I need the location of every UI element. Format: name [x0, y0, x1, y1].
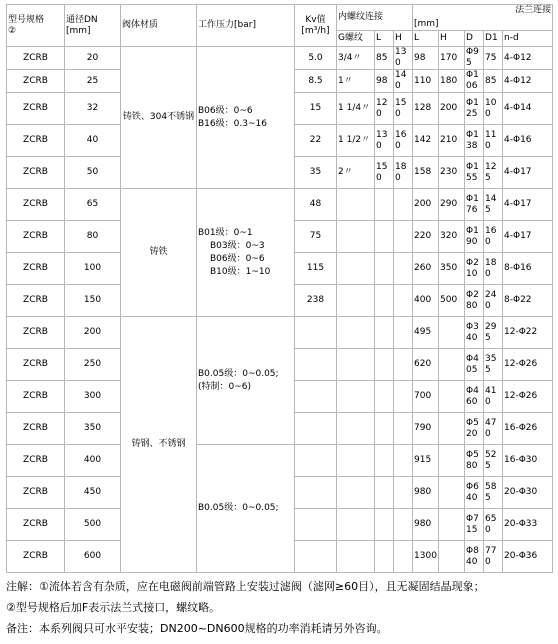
subheader-thread-g: G螺纹 — [337, 31, 375, 47]
header-flange-unit: [mm] — [414, 19, 439, 29]
flange-d1-cell: 470 — [484, 413, 503, 445]
header-dn — [65, 5, 121, 47]
note-line-3: 备注：本系列阀只可水平安装；DN200~DN600规格的功率消耗请另外咨询。 — [6, 622, 388, 635]
thread-g-cell: 3/4〃 — [337, 47, 375, 70]
dn-cell: 400 — [65, 445, 121, 477]
thread-g-cell — [337, 445, 375, 477]
flange-d-cell: Φ405 — [465, 349, 484, 381]
flange-h-cell — [439, 541, 465, 573]
thread-l-cell — [375, 509, 394, 541]
thread-g-cell — [337, 509, 375, 541]
flange-h-cell: 210 — [439, 125, 465, 157]
flange-l-cell: 128 — [413, 93, 439, 125]
kv-cell — [295, 509, 337, 541]
flange-nd-cell: 4-Φ12 — [503, 70, 553, 93]
model-cell: ZCRB — [7, 509, 65, 541]
subheader-flange-nd: n-d — [503, 31, 553, 47]
thread-l-cell — [375, 477, 394, 509]
thread-h-cell: 150 — [394, 93, 413, 125]
flange-l-cell: 790 — [413, 413, 439, 445]
model-cell: ZCRB — [7, 445, 65, 477]
flange-d1-cell: 145 — [484, 189, 503, 221]
flange-l-cell: 110 — [413, 70, 439, 93]
note-line-1: 注解：①流体若含有杂质，应在电磁阀前端管路上安装过滤阀（滤网≥60目），且无凝固结晶现象； — [6, 580, 485, 593]
model-cell: ZCRB — [7, 285, 65, 317]
flange-h-cell — [439, 381, 465, 413]
flange-l-cell: 915 — [413, 445, 439, 477]
thread-l-cell — [375, 349, 394, 381]
dn-cell: 40 — [65, 125, 121, 157]
dn-cell: 300 — [65, 381, 121, 413]
flange-nd-cell: 4-Φ17 — [503, 189, 553, 221]
flange-nd-cell: 4-Φ16 — [503, 125, 553, 157]
thread-l-cell: 120 — [375, 93, 394, 125]
flange-d-cell: Φ125 — [465, 93, 484, 125]
thread-l-cell — [375, 221, 394, 253]
flange-d1-cell: 410 — [484, 381, 503, 413]
pressure-line: B06级：0~6 — [198, 105, 253, 116]
flange-nd-cell: 16-Φ30 — [503, 445, 553, 477]
thread-h-cell — [394, 189, 413, 221]
flange-l-cell: 1300 — [413, 541, 439, 573]
flange-d1-cell: 100 — [484, 93, 503, 125]
thread-g-cell — [337, 477, 375, 509]
model-cell: ZCRB — [7, 541, 65, 573]
dn-cell: 25 — [65, 70, 121, 93]
dn-cell: 65 — [65, 189, 121, 221]
flange-d-cell: Φ176 — [465, 189, 484, 221]
subheader-flange-l: L — [413, 31, 439, 47]
header-material: 阀体材质 — [121, 5, 197, 47]
thread-h-cell — [394, 285, 413, 317]
kv-cell: 75 — [295, 221, 337, 253]
flange-d1-cell: 585 — [484, 477, 503, 509]
material-group-2: 铸铁 — [121, 189, 197, 317]
model-cell: ZCRB — [7, 47, 65, 70]
flange-d1-cell: 770 — [484, 541, 503, 573]
flange-l-cell: 700 — [413, 381, 439, 413]
flange-d-cell: Φ580 — [465, 445, 484, 477]
flange-h-cell — [439, 413, 465, 445]
dn-cell: 600 — [65, 541, 121, 573]
thread-h-cell — [394, 477, 413, 509]
dn-cell: 50 — [65, 157, 121, 189]
flange-d-cell: Φ520 — [465, 413, 484, 445]
thread-h-cell — [394, 349, 413, 381]
flange-d-cell: Φ106 — [465, 70, 484, 93]
pressure-line: B16级：0.3~16 — [198, 118, 267, 129]
header-kv — [295, 5, 337, 47]
thread-g-cell: 1〃 — [337, 70, 375, 93]
flange-h-cell: 170 — [439, 47, 465, 70]
flange-h-cell: 350 — [439, 253, 465, 285]
pressure-line: B0.05级：0~0.05; — [198, 368, 279, 379]
dn-cell: 20 — [65, 47, 121, 70]
kv-cell: 22 — [295, 125, 337, 157]
kv-cell — [295, 541, 337, 573]
flange-d-cell: Φ280 — [465, 285, 484, 317]
flange-l-cell: 400 — [413, 285, 439, 317]
model-cell: ZCRB — [7, 70, 65, 93]
model-cell: ZCRB — [7, 317, 65, 349]
spec-table-container — [6, 4, 552, 573]
flange-h-cell: 290 — [439, 189, 465, 221]
dn-cell: 350 — [65, 413, 121, 445]
model-cell: ZCRB — [7, 253, 65, 285]
flange-d1-cell: 125 — [484, 157, 503, 189]
flange-d-cell: Φ840 — [465, 541, 484, 573]
subheader-thread-h: H — [394, 31, 413, 47]
note-line-2: ②型号规格后加F表示法兰式接口，螺纹略。 — [6, 601, 221, 614]
pressure-line: B06级：0~6 — [210, 253, 265, 264]
flange-nd-cell: 4-Φ12 — [503, 47, 553, 70]
model-cell: ZCRB — [7, 221, 65, 253]
kv-cell: 15 — [295, 93, 337, 125]
flange-h-cell: 200 — [439, 93, 465, 125]
kv-cell — [295, 317, 337, 349]
notes-section — [6, 580, 552, 643]
dn-cell: 250 — [65, 349, 121, 381]
subheader-flange-d1: D1 — [484, 31, 503, 47]
dn-cell: 500 — [65, 509, 121, 541]
header-model-note: ② — [8, 25, 17, 36]
model-cell: ZCRB — [7, 189, 65, 221]
flange-d1-cell: 75 — [484, 47, 503, 70]
flange-l-cell: 260 — [413, 253, 439, 285]
thread-h-cell — [394, 317, 413, 349]
thread-g-cell — [337, 381, 375, 413]
dn-cell: 100 — [65, 253, 121, 285]
dn-cell: 80 — [65, 221, 121, 253]
table-row — [7, 445, 553, 477]
subheader-flange-h: H — [439, 31, 465, 47]
flange-l-cell: 495 — [413, 317, 439, 349]
thread-h-cell — [394, 445, 413, 477]
model-cell: ZCRB — [7, 93, 65, 125]
flange-d1-cell: 160 — [484, 221, 503, 253]
pressure-line: B01级：0~1 — [198, 227, 253, 238]
subheader-flange-d: D — [465, 31, 484, 47]
thread-g-cell: 1 1/2〃 — [337, 125, 375, 157]
thread-g-cell — [337, 253, 375, 285]
flange-d-cell: Φ95 — [465, 47, 484, 70]
flange-nd-cell: 8-Φ16 — [503, 253, 553, 285]
flange-d1-cell: 295 — [484, 317, 503, 349]
material-group-3: 铸钢、不锈钢 — [121, 317, 197, 573]
thread-h-cell — [394, 541, 413, 573]
thread-g-cell — [337, 285, 375, 317]
thread-h-cell — [394, 509, 413, 541]
thread-l-cell: 85 — [375, 47, 394, 70]
flange-d-cell: Φ460 — [465, 381, 484, 413]
flange-l-cell: 98 — [413, 47, 439, 70]
flange-h-cell: 320 — [439, 221, 465, 253]
thread-l-cell — [375, 413, 394, 445]
flange-d1-cell: 110 — [484, 125, 503, 157]
flange-h-cell: 500 — [439, 285, 465, 317]
flange-nd-cell: 20-Φ30 — [503, 477, 553, 509]
header-row — [7, 5, 553, 31]
table-row — [7, 317, 553, 349]
kv-cell — [295, 349, 337, 381]
thread-h-cell — [394, 381, 413, 413]
flange-l-cell: 980 — [413, 509, 439, 541]
header-pressure: 工作压力[bar] — [197, 5, 295, 47]
model-cell: ZCRB — [7, 477, 65, 509]
thread-h-cell: 160 — [394, 125, 413, 157]
flange-h-cell — [439, 317, 465, 349]
model-cell: ZCRB — [7, 157, 65, 189]
thread-l-cell — [375, 381, 394, 413]
kv-cell — [295, 381, 337, 413]
thread-h-cell: 180 — [394, 157, 413, 189]
dn-cell: 150 — [65, 285, 121, 317]
kv-cell: 5.0 — [295, 47, 337, 70]
flange-nd-cell: 12-Φ22 — [503, 317, 553, 349]
flange-d1-cell: 180 — [484, 253, 503, 285]
flange-nd-cell: 16-Φ26 — [503, 413, 553, 445]
flange-l-cell: 980 — [413, 477, 439, 509]
thread-g-cell — [337, 413, 375, 445]
flange-nd-cell: 4-Φ14 — [503, 93, 553, 125]
thread-l-cell — [375, 285, 394, 317]
flange-d-cell: Φ640 — [465, 477, 484, 509]
kv-cell: 8.5 — [295, 70, 337, 93]
header-kv-unit: [m³/h] — [301, 25, 330, 36]
flange-nd-cell: 8-Φ22 — [503, 285, 553, 317]
flange-d-cell: Φ210 — [465, 253, 484, 285]
flange-d-cell: Φ155 — [465, 157, 484, 189]
flange-h-cell — [439, 445, 465, 477]
flange-l-cell: 142 — [413, 125, 439, 157]
thread-h-cell — [394, 253, 413, 285]
flange-h-cell: 230 — [439, 157, 465, 189]
spec-table — [6, 4, 553, 573]
flange-d1-cell: 355 — [484, 349, 503, 381]
flange-l-cell: 620 — [413, 349, 439, 381]
flange-nd-cell: 4-Φ17 — [503, 157, 553, 189]
thread-l-cell — [375, 253, 394, 285]
flange-nd-cell: 12-Φ26 — [503, 381, 553, 413]
flange-nd-cell: 12-Φ26 — [503, 349, 553, 381]
kv-cell: 48 — [295, 189, 337, 221]
model-cell: ZCRB — [7, 349, 65, 381]
pressure-line: B10级：1~10 — [210, 266, 271, 277]
thread-h-cell: 140 — [394, 70, 413, 93]
flange-h-cell — [439, 477, 465, 509]
header-flange-text: 法兰连接 — [515, 5, 552, 15]
table-row — [7, 47, 553, 70]
thread-g-cell — [337, 221, 375, 253]
flange-d1-cell: 525 — [484, 445, 503, 477]
thread-g-cell: 2〃 — [337, 157, 375, 189]
flange-d1-cell: 85 — [484, 70, 503, 93]
header-model — [7, 5, 65, 47]
thread-l-cell: 98 — [375, 70, 394, 93]
kv-cell — [295, 477, 337, 509]
thread-l-cell — [375, 445, 394, 477]
kv-cell — [295, 445, 337, 477]
flange-nd-cell: 20-Φ33 — [503, 509, 553, 541]
thread-h-cell: 130 — [394, 47, 413, 70]
model-cell: ZCRB — [7, 413, 65, 445]
dn-cell: 32 — [65, 93, 121, 125]
flange-d1-cell: 650 — [484, 509, 503, 541]
thread-h-cell — [394, 413, 413, 445]
subheader-thread-l: L — [375, 31, 394, 47]
thread-h-cell — [394, 221, 413, 253]
kv-cell: 115 — [295, 253, 337, 285]
flange-h-cell — [439, 349, 465, 381]
flange-d-cell: Φ715 — [465, 509, 484, 541]
model-cell: ZCRB — [7, 125, 65, 157]
header-model-text: 型号规格 — [8, 14, 45, 25]
flange-nd-cell: 4-Φ17 — [503, 221, 553, 253]
thread-g-cell — [337, 189, 375, 221]
thread-l-cell: 130 — [375, 125, 394, 157]
flange-h-cell — [439, 509, 465, 541]
flange-d-cell: Φ138 — [465, 125, 484, 157]
pressure-cell-2 — [197, 189, 295, 317]
kv-cell: 35 — [295, 157, 337, 189]
dn-cell: 200 — [65, 317, 121, 349]
header-dn-text: 通径DN — [66, 14, 98, 25]
header-flange — [413, 5, 553, 31]
table-row — [7, 189, 553, 221]
flange-l-cell: 200 — [413, 189, 439, 221]
kv-cell — [295, 413, 337, 445]
flange-d1-cell: 240 — [484, 285, 503, 317]
model-cell: ZCRB — [7, 381, 65, 413]
thread-g-cell — [337, 317, 375, 349]
thread-g-cell — [337, 349, 375, 381]
flange-h-cell: 180 — [439, 70, 465, 93]
pressure-line: B03级：0~3 — [210, 240, 265, 251]
flange-d-cell: Φ190 — [465, 221, 484, 253]
kv-cell: 238 — [295, 285, 337, 317]
header-dn-unit: [mm] — [66, 25, 91, 36]
flange-nd-cell: 20-Φ36 — [503, 541, 553, 573]
pressure-line: B0.05级：0~0.05; — [198, 503, 279, 513]
flange-l-cell: 158 — [413, 157, 439, 189]
flange-d-cell: Φ340 — [465, 317, 484, 349]
thread-g-cell: 1 1/4〃 — [337, 93, 375, 125]
thread-g-cell — [337, 541, 375, 573]
pressure-cell-3 — [197, 317, 295, 445]
thread-l-cell — [375, 189, 394, 221]
dn-cell: 450 — [65, 477, 121, 509]
thread-l-cell — [375, 317, 394, 349]
thread-l-cell — [375, 541, 394, 573]
pressure-line: (特制：0~6) — [198, 381, 252, 392]
header-kv-text: Kv值 — [305, 14, 326, 25]
material-group-1: 铸铁、304不锈钢 — [121, 47, 197, 189]
flange-l-cell: 220 — [413, 221, 439, 253]
pressure-cell-1 — [197, 47, 295, 189]
header-thread: 内螺纹连接 — [337, 5, 413, 31]
pressure-cell-4 — [197, 445, 295, 573]
thread-l-cell: 150 — [375, 157, 394, 189]
